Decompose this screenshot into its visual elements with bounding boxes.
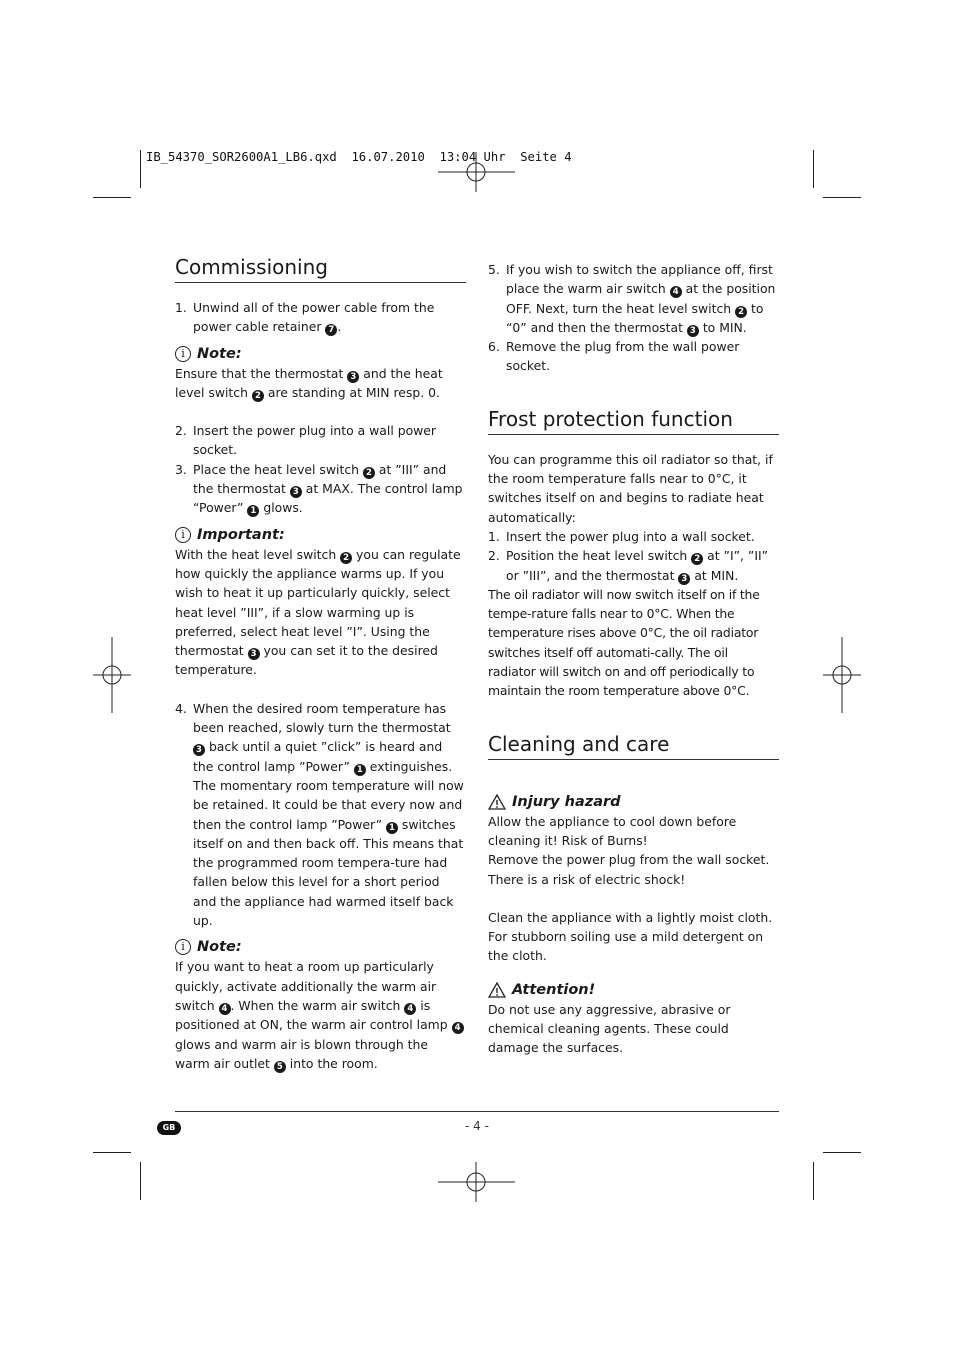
heading-rule [488,434,779,435]
list-item: 6. Remove the plug from the wall power socket. [488,339,740,374]
injury-line-3: There is a risk of electric shock! [488,871,686,887]
list-item: 2. Insert the power plug into a wall power socket. [175,423,437,458]
note-title: Note: [197,345,242,362]
note-text: Ensure that the thermostat 3 and the heat level switch 2 are standing at MIN resp. 0. [175,365,443,401]
left-column [175,254,466,1073]
attention-box [488,980,779,1058]
warning-triangle-icon [488,982,506,998]
info-icon: i [175,939,191,955]
commissioning-steps-4 [488,260,779,376]
commissioning-steps-2 [175,421,466,517]
frost-steps [488,527,779,585]
page-number: - 4 - [465,1119,489,1133]
list-item: 5. If you wish to switch the appliance off, first place the warm air switch 4 at the position OFF. Next, turn the heat level switch 2 to “0” and then the thermostat 3 to MIN. [488,262,776,336]
heading-rule [175,282,466,283]
info-icon: i [175,346,191,362]
attention-text: Do not use any aggressive, abrasive or chemical cleaning agents. These could damage the surfaces. [488,1001,731,1056]
list-item: 2. Position the heat level switch 2 at ”I”, ”II” or ”III”, and the thermostat 3 at MIN. [488,548,769,584]
important-box [175,525,466,680]
note-text: If you want to heat a room up particularly quickly, activate additionally the warm air switch 4 . When the warm air switch 4 is positioned at ON, the warm air control lamp 4 glows and warm air is blown through the warm air outlet 5 into the room. [175,957,466,1073]
list-item: 4. When the desired room temperature has been reached, slowly turn the thermostat 3 back until a quiet ”click” is heard and the control lamp ”Power” 1 extinguishes. The momentary room temperature will now be retained. It could be that every now and then the control lamp ”Power” 1 switches itself on and then back off. This means that the programmed room tempera-ture had fallen below this level for a short period and the appliance had warmed itself back up. [175,700,464,929]
frost-protection-heading: Frost protection function [488,406,733,431]
important-text: With the heat level switch 2 you can regulate how quickly the appliance warms up. If you wish to heat it up particularly quickly, select heat level ”III”, if a slow warming up is preferred, select heat level ”I”. Using the thermostat 3 you can set it to the desired temperature. [175,546,461,678]
right-column [488,260,779,1058]
cleaning-heading: Cleaning and care [488,731,670,756]
commissioning-heading: Commissioning [175,255,328,279]
injury-line-2: Remove the power plug from the wall socket. [488,852,770,868]
note-box [175,344,466,403]
injury-title: Injury hazard [512,793,621,810]
warning-triangle-icon [488,794,506,810]
injury-line-1: Allow the appliance to cool down before cleaning it! Risk of Burns! [488,813,737,848]
note-box-2 [175,937,466,1073]
list-item: 1. Insert the power plug into a wall socket. [488,528,755,544]
frost-intro: You can programme this oil radiator so that, if the room temperature falls near to 0°C, it switches itself on and begins to radiate heat automatically: [488,451,773,525]
note-title: Note: [197,939,242,956]
cleaning-text: Clean the appliance with a lightly moist cloth. For stubborn soiling use a mild detergent on the cloth. [488,909,773,964]
language-badge: GB [157,1121,181,1135]
list-item: 3. Place the heat level switch 2 at ”III” and the thermostat 3 at MAX. The control lamp “Power” 1 glows. [175,461,463,517]
attention-title: Attention! [512,981,596,998]
info-icon: i [175,527,191,543]
file-slug: IB_54370_SOR2600A1_LB6.qxd 16.07.2010 13:04 Uhr Seite 4 [146,150,572,164]
heading-rule [488,759,779,760]
commissioning-steps-1 [175,298,466,337]
injury-hazard-box [488,792,779,889]
commissioning-steps-3 [175,699,466,931]
cable-retainer-badge: 7 [325,324,337,336]
important-title: Important: [197,526,285,543]
frost-outro: The oil radiator will now switch itself on if the tempe-rature falls near to 0°C. When the temperature rises above 0°C, the oil radiator switches itself off automati-cally. The oil radiator will switch on and off periodically to maintain the room temperature above 0°C. [488,586,760,699]
footer-rule [175,1111,779,1112]
list-item: 1. Unwind all of the power cable from the power cable retainer 7 . [175,300,435,336]
